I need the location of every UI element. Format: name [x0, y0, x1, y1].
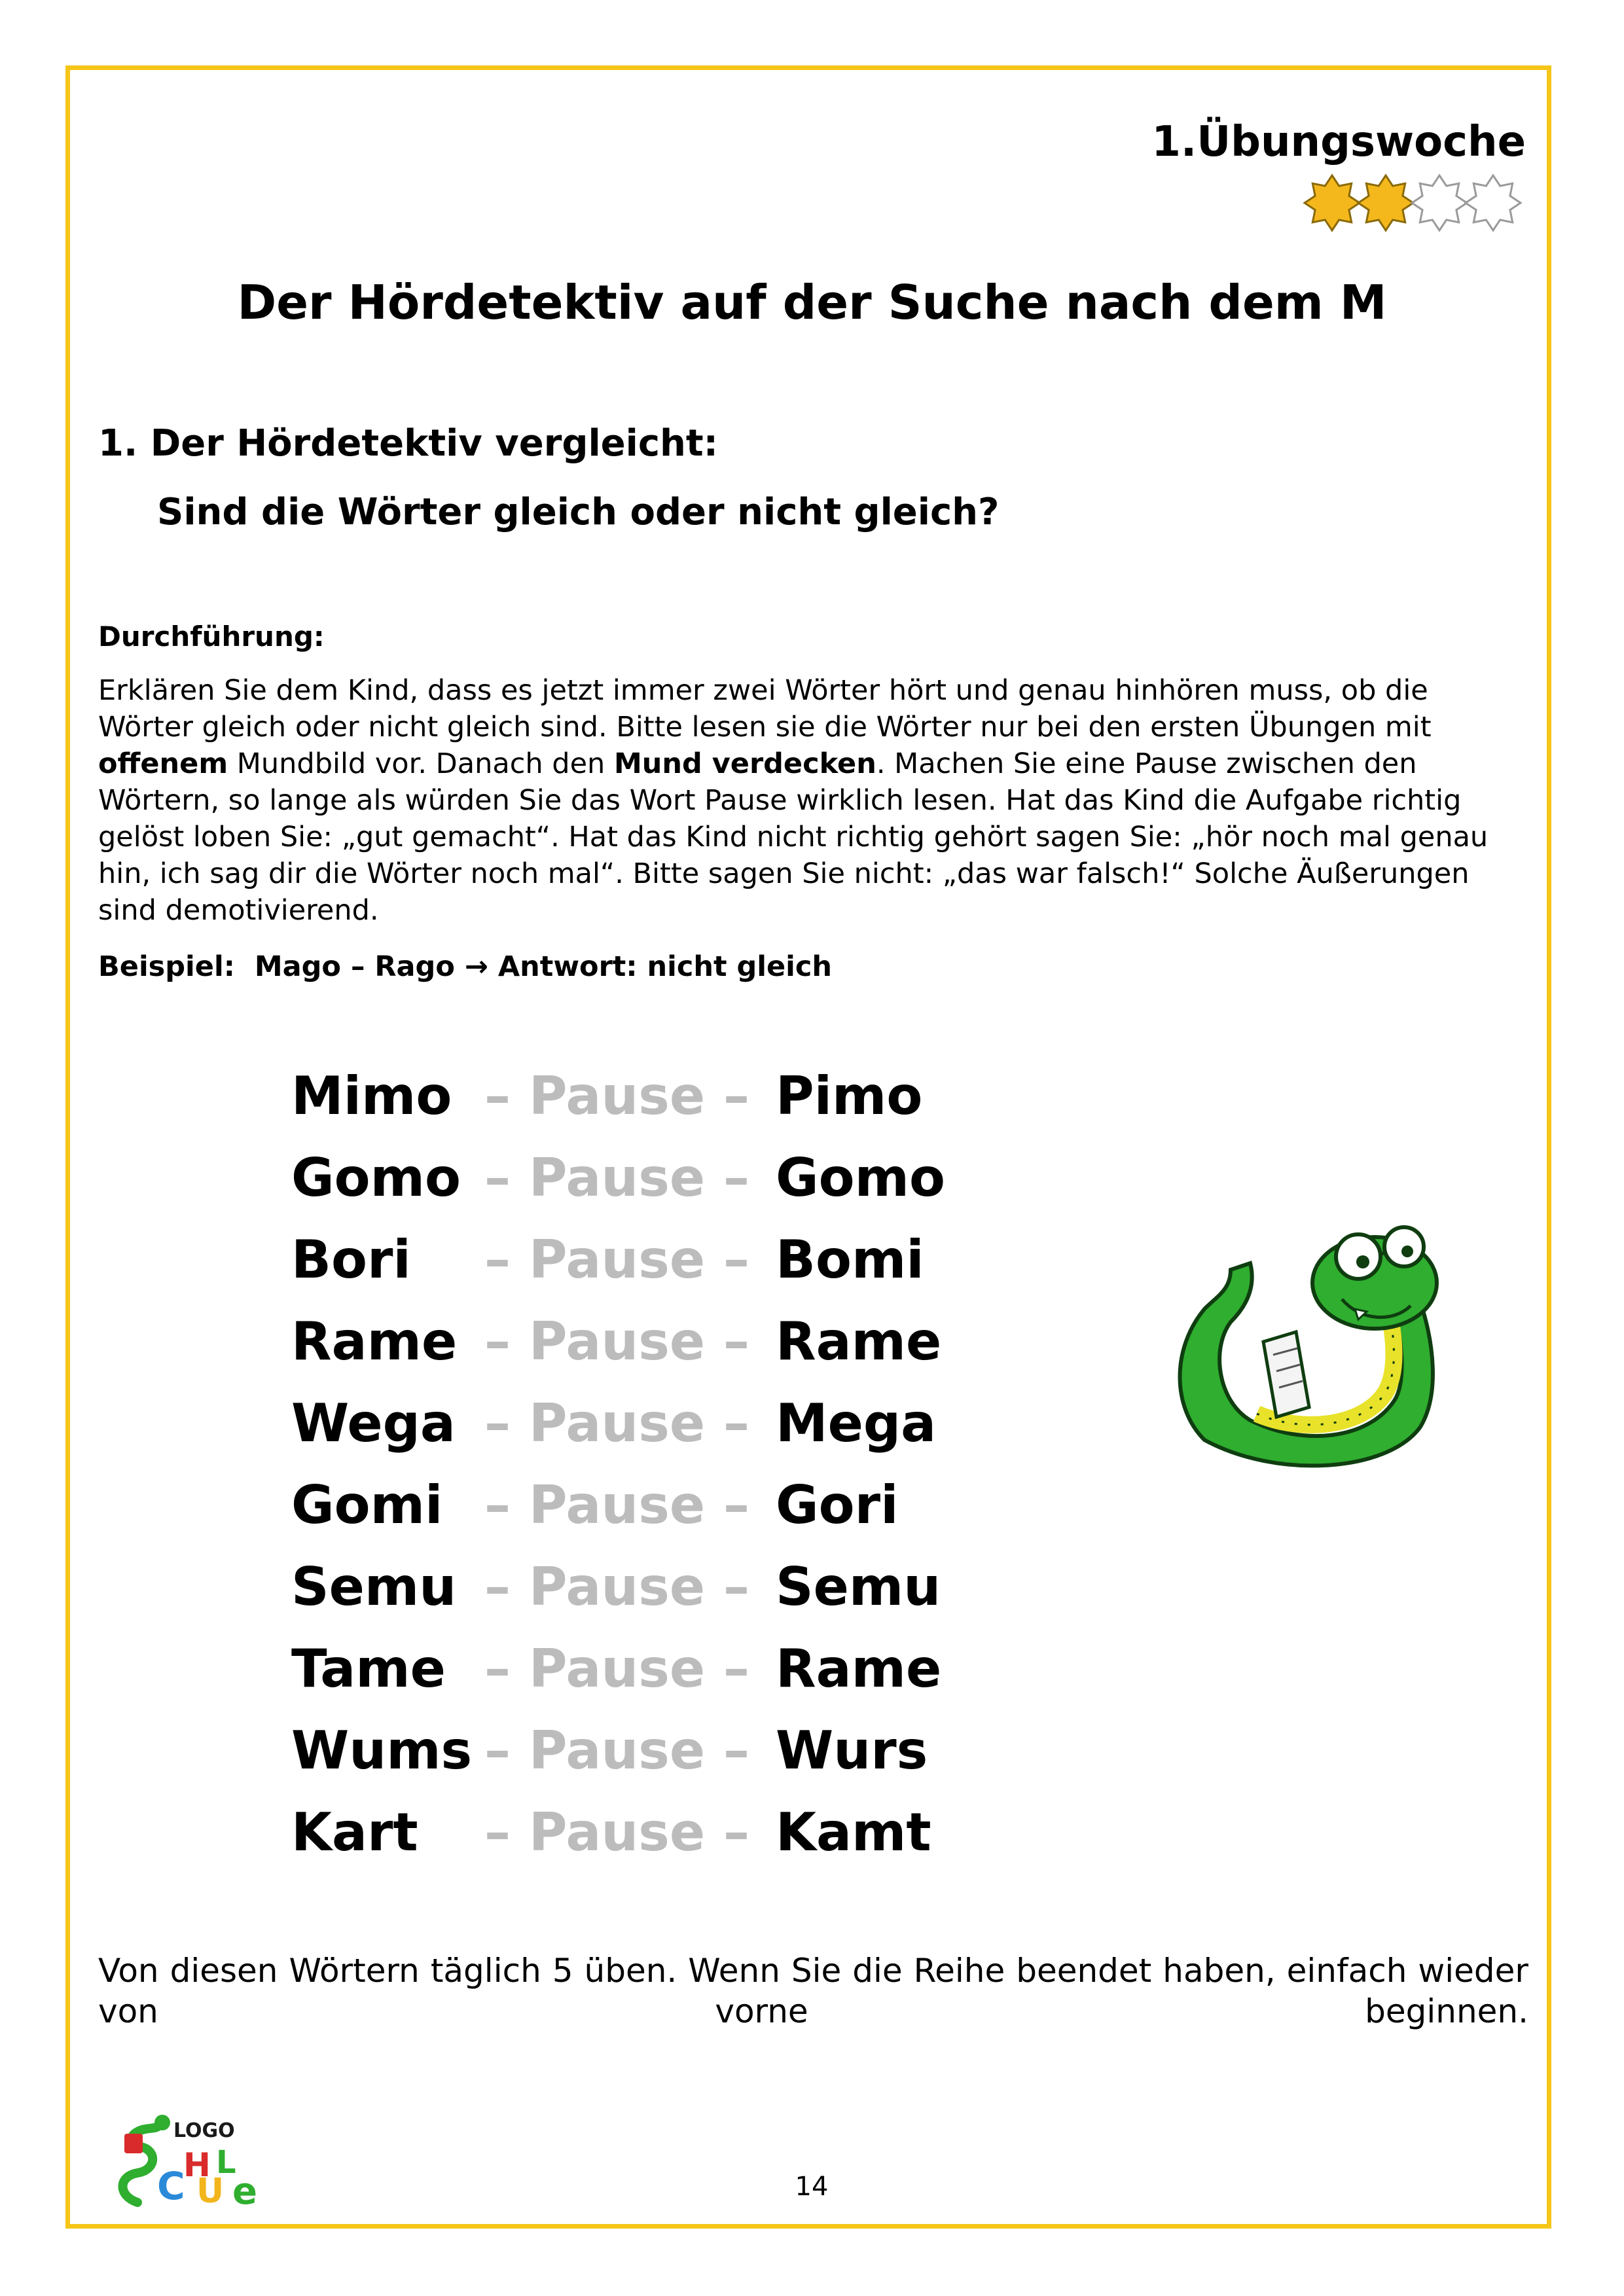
example-answer: Antwort: nicht gleich	[497, 950, 833, 983]
instructions-text	[98, 672, 1528, 929]
arrow-icon: →	[464, 950, 488, 983]
section-question: Sind die Wörter gleich oder nicht gleich?	[157, 491, 1000, 533]
word-left: Tame	[291, 1638, 446, 1699]
instructions-bold-open: offenem	[98, 747, 228, 780]
week-title: 1.Übungswoche	[1151, 118, 1526, 166]
instructions-bold-cover: Mund verdecken	[613, 747, 876, 780]
star-empty-icon	[1466, 175, 1521, 230]
difficulty-stars	[1303, 173, 1532, 232]
word-left: Gomi	[291, 1475, 443, 1535]
logo-schule	[111, 2111, 281, 2209]
word-left: Mimo	[291, 1066, 452, 1126]
instructions-part: . Machen Sie eine Pause zwischen den Wörtern, so lange als würden Sie das Wort Pause wirklich lesen. Hat das Kind die Aufgabe richtig gelöst loben Sie: „gut gemacht“. Hat das Kind nicht richtig gehört sagen Sie: „hör noch mal genau hin, ich sag dir die Wörter noch mal“. Bitte sagen Sie nicht: „das war falsch!“ Solche Äußerungen sind demotivierend.	[98, 747, 1489, 927]
pause-label: – Pause –	[484, 1393, 749, 1454]
page-number: 14	[795, 2172, 829, 2202]
word-left: Bori	[291, 1229, 411, 1290]
word-right: Bomi	[776, 1229, 924, 1290]
word-left: Rame	[291, 1311, 458, 1372]
word-right: Rame	[776, 1311, 942, 1372]
star-filled-icon	[1305, 175, 1360, 230]
logo-letter: C	[157, 2164, 185, 2208]
snake-detective-illustration	[1159, 1191, 1479, 1486]
instructions-part: Erklären Sie dem Kind, dass es jetzt immer zwei Wörter hört und genau hinhören muss, ob die Wörter gleich oder nicht gleich sind. Bitte lesen sie die Wörter nur bei den ersten Übungen mit	[98, 674, 1432, 744]
example-line	[98, 950, 832, 983]
pause-label: – Pause –	[484, 1229, 749, 1290]
word-left: Semu	[291, 1556, 457, 1617]
pause-label: – Pause –	[484, 1066, 749, 1126]
section-heading: 1. Der Hördetektiv vergleicht:	[98, 422, 719, 465]
word-right: Semu	[776, 1556, 941, 1617]
instructions-part: Mundbild vor. Danach den	[236, 747, 605, 780]
word-left: Wega	[291, 1393, 456, 1454]
logo-letter: U	[196, 2172, 225, 2209]
pause-label: – Pause –	[484, 1147, 749, 1208]
logo-letter: e	[232, 2170, 257, 2209]
word-right: Rame	[776, 1638, 942, 1699]
word-left: Kart	[291, 1802, 418, 1863]
word-right: Gori	[776, 1475, 899, 1535]
instructions-label: Durchführung:	[98, 620, 325, 653]
star-filled-icon	[1358, 175, 1413, 230]
logo-letter: H	[183, 2146, 211, 2184]
pause-label: – Pause –	[484, 1311, 749, 1372]
word-left: Wums	[291, 1720, 473, 1781]
page-title: Der Hördetektiv auf der Suche nach dem M	[237, 275, 1387, 330]
example-pair: Mago – Rago	[254, 950, 455, 983]
closing-text: Von diesen Wörtern täglich 5 üben. Wenn Sie die Reihe beendet haben, einfach wieder von vorne beginnen.	[98, 1952, 1528, 2030]
logo-text-top: LOGO	[173, 2119, 235, 2142]
word-right: Kamt	[776, 1802, 931, 1863]
star-empty-icon	[1412, 175, 1467, 230]
word-right: Mega	[776, 1393, 937, 1454]
pause-label: – Pause –	[484, 1802, 749, 1863]
logo-letter: L	[216, 2144, 236, 2181]
pause-label: – Pause –	[484, 1720, 749, 1781]
pause-label: – Pause –	[484, 1475, 749, 1535]
example-label: Beispiel:	[98, 950, 235, 983]
pause-label: – Pause –	[484, 1556, 749, 1617]
word-right: Pimo	[776, 1066, 923, 1126]
word-right: Wurs	[776, 1720, 928, 1781]
word-left: Gomo	[291, 1147, 461, 1208]
word-right: Gomo	[776, 1147, 945, 1208]
pause-label: – Pause –	[484, 1638, 749, 1699]
